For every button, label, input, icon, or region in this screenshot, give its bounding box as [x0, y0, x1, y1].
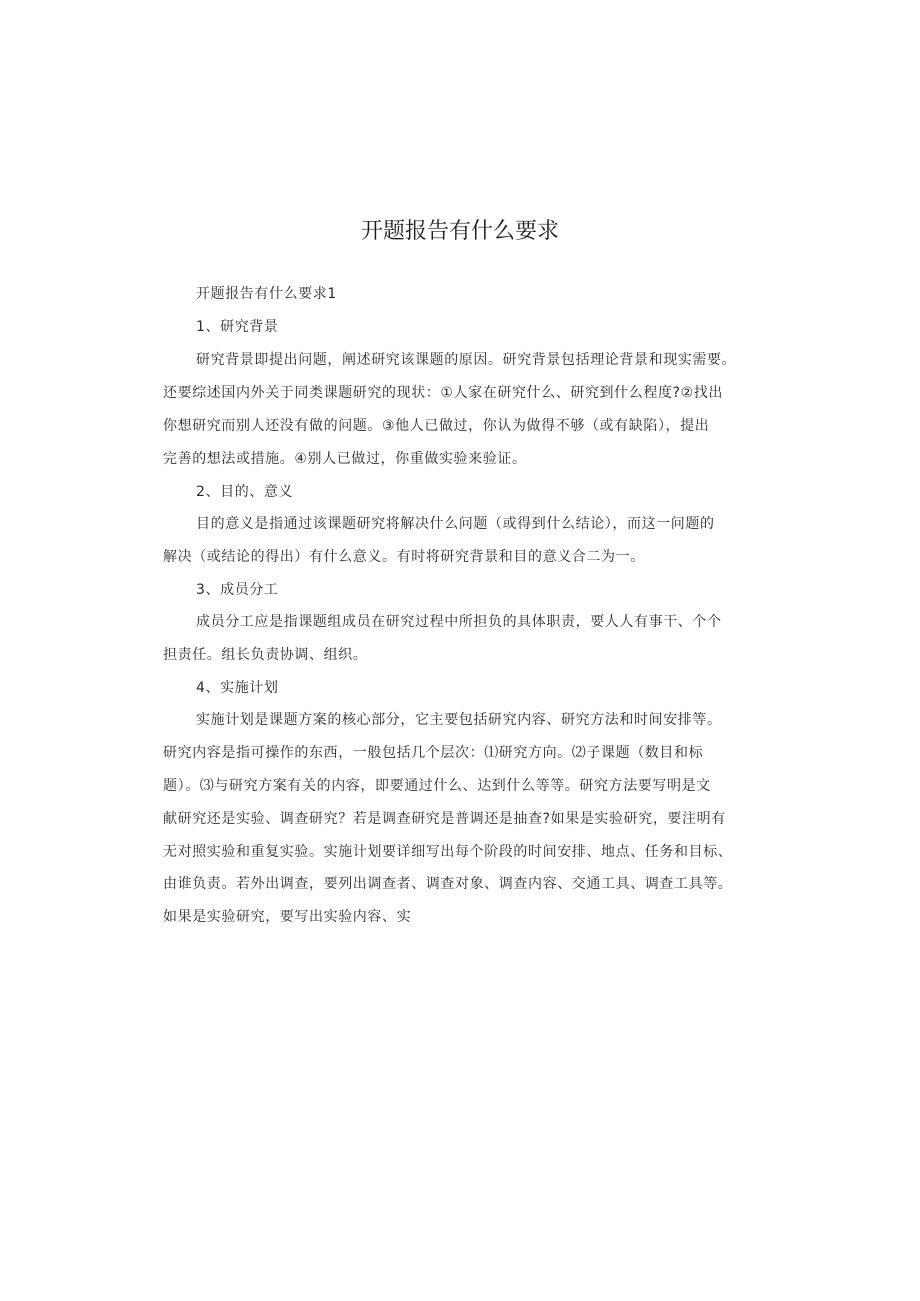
- paragraph-line: 成员分工应是指课题组成员在研究过程中所担负的具体职责，要人人有事干、个个: [196, 614, 722, 630]
- paragraph-line: 研究内容是指可操作的东西，一般包括几个层次：⑴研究方向。⑵子课题（数目和标: [163, 745, 704, 761]
- section-heading-plan: 4、实施计划: [196, 680, 279, 696]
- paragraph-line: 担责任。组长负责协调、组织。: [163, 647, 368, 663]
- paragraph-line: 无对照实验和重复实验。实施计划要详细写出每个阶段的时间安排、地点、任务和目标、: [163, 844, 733, 860]
- paragraph-line: 目的意义是指通过该课题研究将解决什么问题（或得到什么结论），而这一问题的: [196, 516, 715, 532]
- paragraph-line: 由谁负责。若外出调查，要列出调查者、调查对象、调查内容、交通工具、调查工具等。: [163, 876, 733, 892]
- paragraph-line: 如果是实验研究，要写出实验内容、实: [163, 909, 412, 925]
- section-heading-background: 1、研究背景: [196, 319, 279, 335]
- paragraph-line: 献研究还是实验、调查研究？若是调查研究是普调还是抽查?如果是实验研究，要注明有: [163, 811, 726, 827]
- paragraph-line: 实施计划是课题方案的核心部分，它主要包括研究内容、研究方法和时间安排等。: [196, 712, 722, 728]
- paragraph-line: 解决（或结论的得出）有什么意义。有时将研究背景和目的意义合二为一。: [163, 549, 645, 565]
- section-heading-purpose: 2、目的、意义: [196, 484, 294, 500]
- section-heading-members: 3、成员分工: [196, 582, 279, 598]
- paragraph-line: 完善的想法或措施。④别人已做过，你重做实验来验证。: [163, 451, 527, 467]
- paragraph-line: 你想研究而别人还没有做的问题。③他人已做过，你认为做得不够（或有缺陷），提出: [163, 418, 710, 434]
- page-title: 开题报告有什么要求: [360, 219, 559, 244]
- paragraph-line: 还要综述国内外关于同类课题研究的现状：①人家在研究什么、研究到什么程度?②找出: [163, 385, 723, 401]
- paragraph-line: 研究背景即提出问题，阐述研究该课题的原因。研究背景包括理论背景和现实需要。: [196, 352, 737, 368]
- paragraph-line: 题）。⑶与研究方案有关的内容，即要通过什么、达到什么等等。研究方法要写明是文: [163, 778, 711, 794]
- document-subtitle: 开题报告有什么要求1: [196, 286, 337, 302]
